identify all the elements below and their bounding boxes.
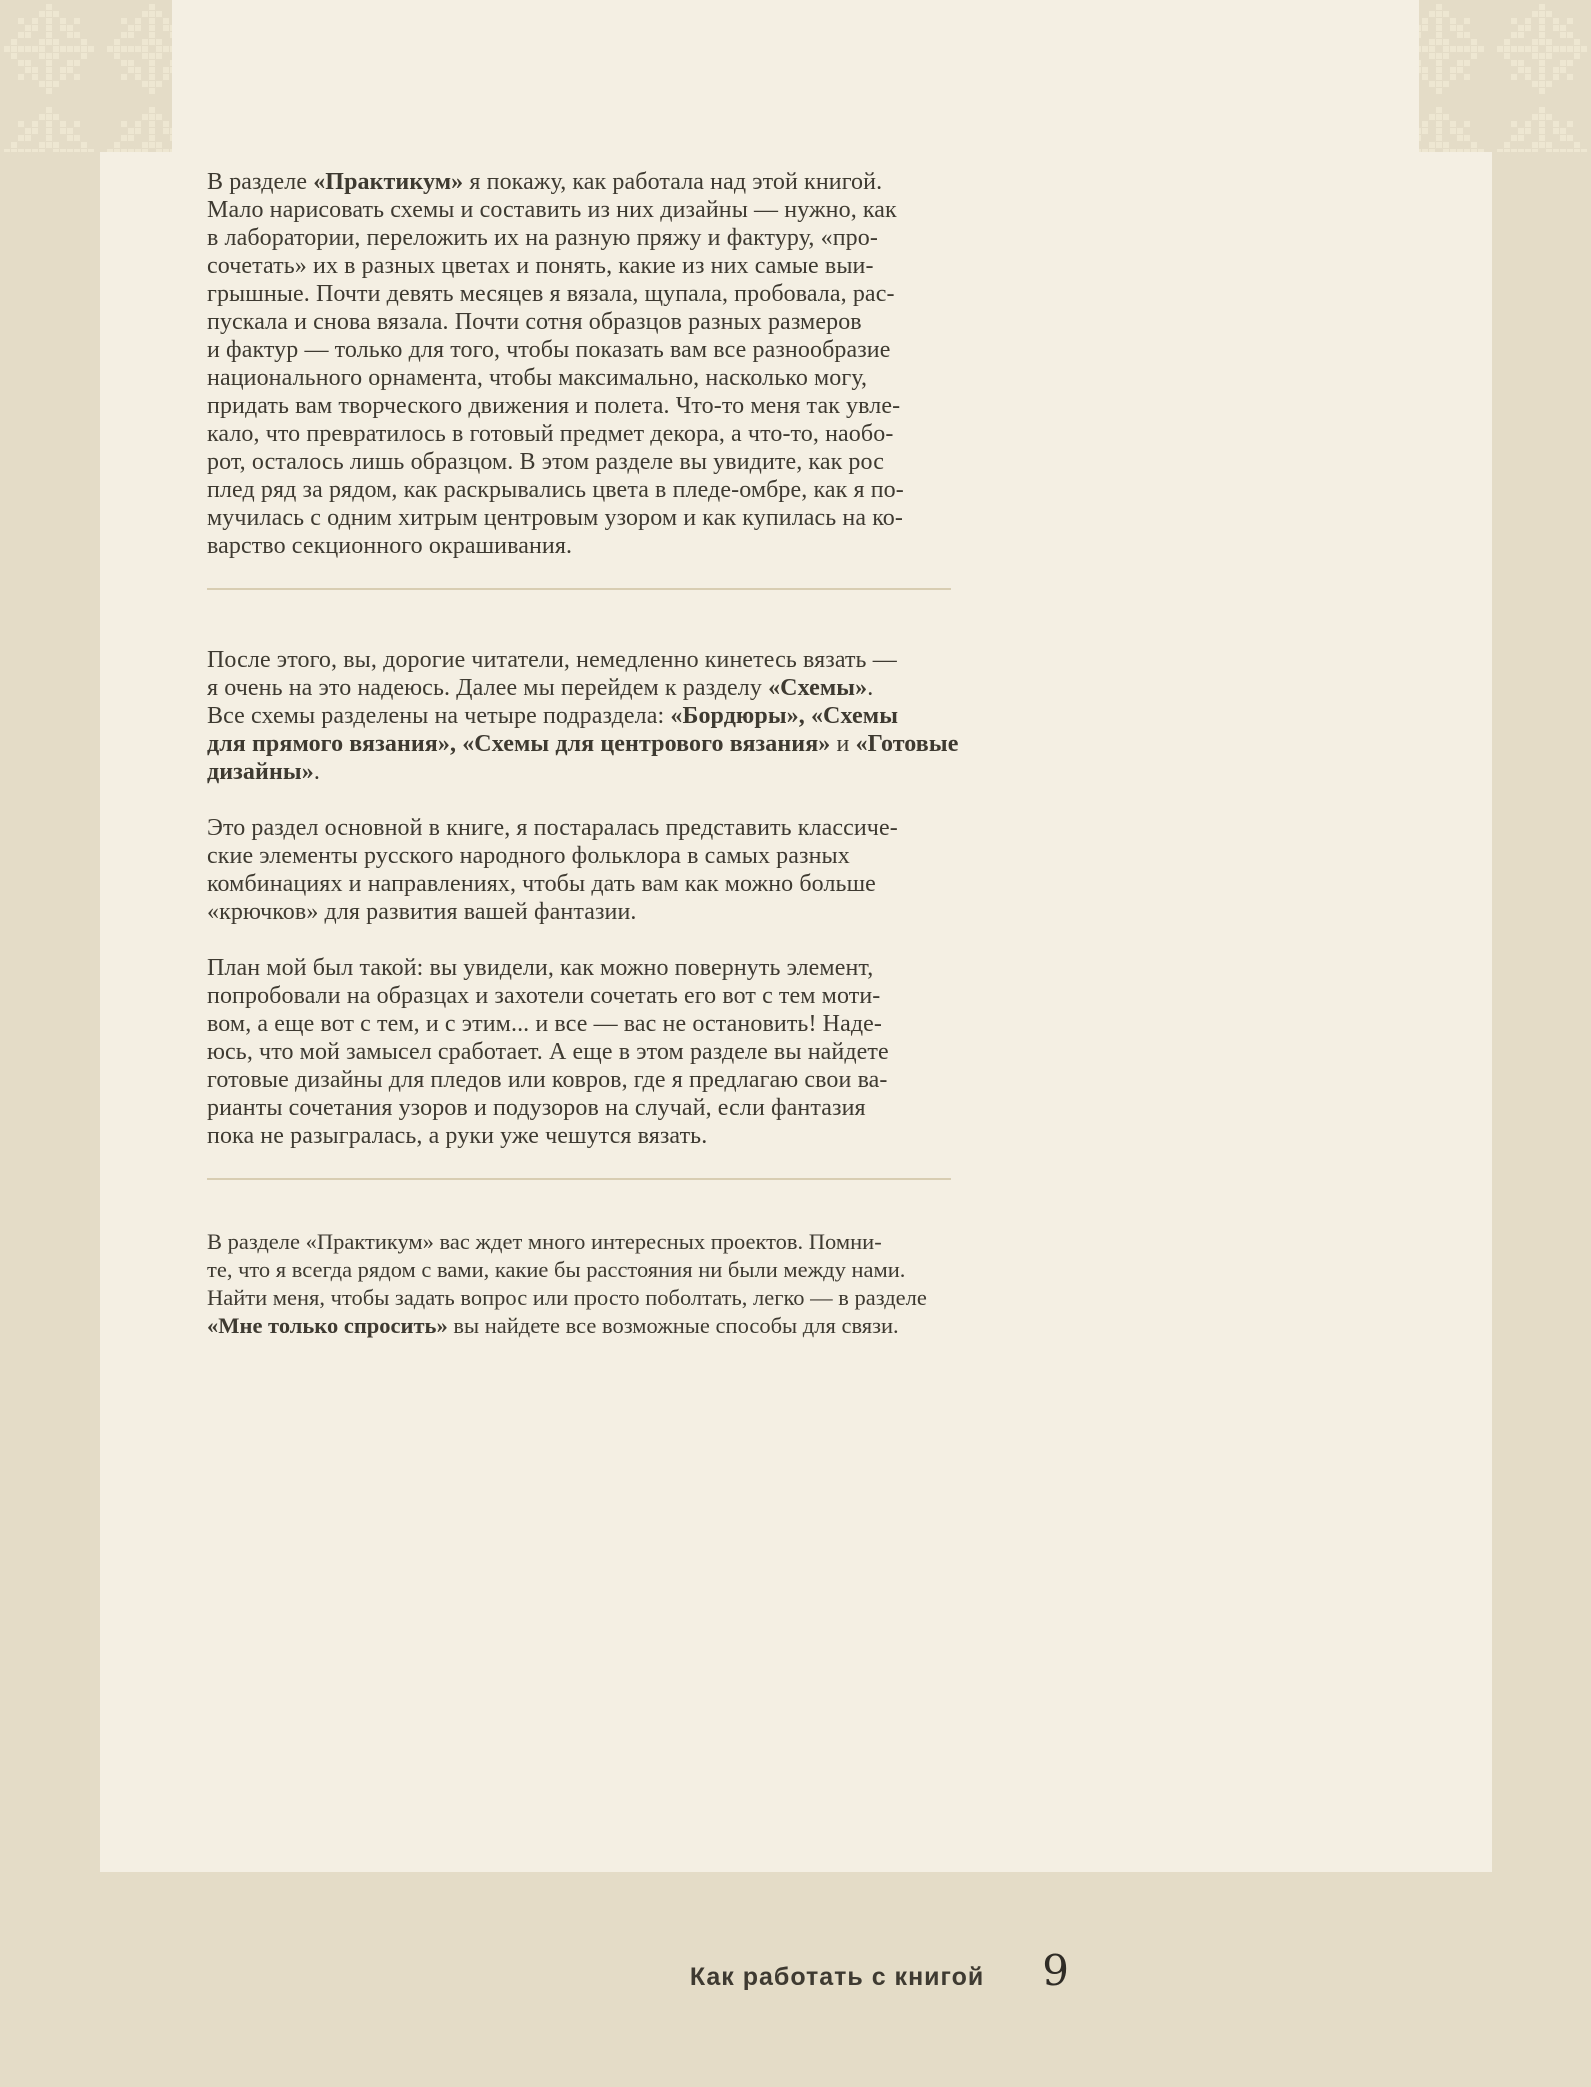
page-footer [207,1946,1069,1995]
book-page [100,0,1492,1872]
paragraph: Это раздел основной в книге, я постаралась представить классиче- ские элементы русского народного фольклора в самых разных комбинациях и направлениях, чтобы дать вам как можно больше «крючков» для развития вашей фантазии. [207,815,898,925]
page-number: 9 [1042,1946,1069,1995]
text-column [207,168,1107,1368]
paragraph: В разделе «Практикум» я покажу, как работала над этой книгой. Мало нарисовать схемы и составить из них дизайны — нужно, как в лаборатории, переложить их на разную пряжу и фактуру, «про- сочетать» их в разных цветах и понять, какие из них самые выи- грышные. Почти девять месяцев я вязала, щупала, пробовала, рас- пускала и снова вязала. Почти сотня образцов разных размеров и фактур — только для того, чтобы показать вам все разнообразие национального орнамента, чтобы максимально, насколько могу, придать вам творческого движения и полета. Что-то меня так увле- кало, что превратилось в готовый предмет декора, а что-то, наобо- рот, осталось лишь образцом. В этом разделе вы увидите, как рос плед ряд за рядом, как раскрывались цвета в пледе-омбре, как я по- мучилась с одним хитрым центровым узором и как купилась на ко- варство секционного окрашивания. [207,169,904,559]
paragraph: После этого, вы, дорогие читатели, немедленно кинетесь вязать — я очень на это надеюсь. Далее мы перейдем к разделу «Схемы». Все схемы разделены на четыре подраздела: «Бордюры», «Схемы для прямого вязания», «Схемы для центрового вязания» и «Готовые дизайны». [207,647,959,785]
section-divider [207,588,951,590]
knit-ornament-top-left-icon [0,0,172,152]
paragraph: В разделе «Практикум» вас ждет много интересных проектов. Помни- те, что я всегда рядом с вами, какие бы расстояния ни были между нами. Найти меня, чтобы задать вопрос или просто поболтать, легко — в разделе «Мне только спросить» вы найдете все возможные способы для связи. [207,1229,927,1338]
section-divider [207,1178,951,1180]
chapter-title: Как работать с книгой [689,1963,985,1991]
knit-ornament-top-right-icon [1419,0,1591,152]
paragraph: План мой был такой: вы увидели, как можно повернуть элемент, попробовали на образцах и захотели сочетать его вот с тем моти- вом, а еще вот с тем, и с этим... и все — вас не остановить! Наде- юсь, что мой замысел сработает. А еще в этом разделе вы найдете готовые дизайны для пледов или ковров, где я предлагаю свои ва- рианты сочетания узоров и подузоров на случай, если фантазия пока не разыгралась, а руки уже чешутся вязать. [207,955,889,1149]
